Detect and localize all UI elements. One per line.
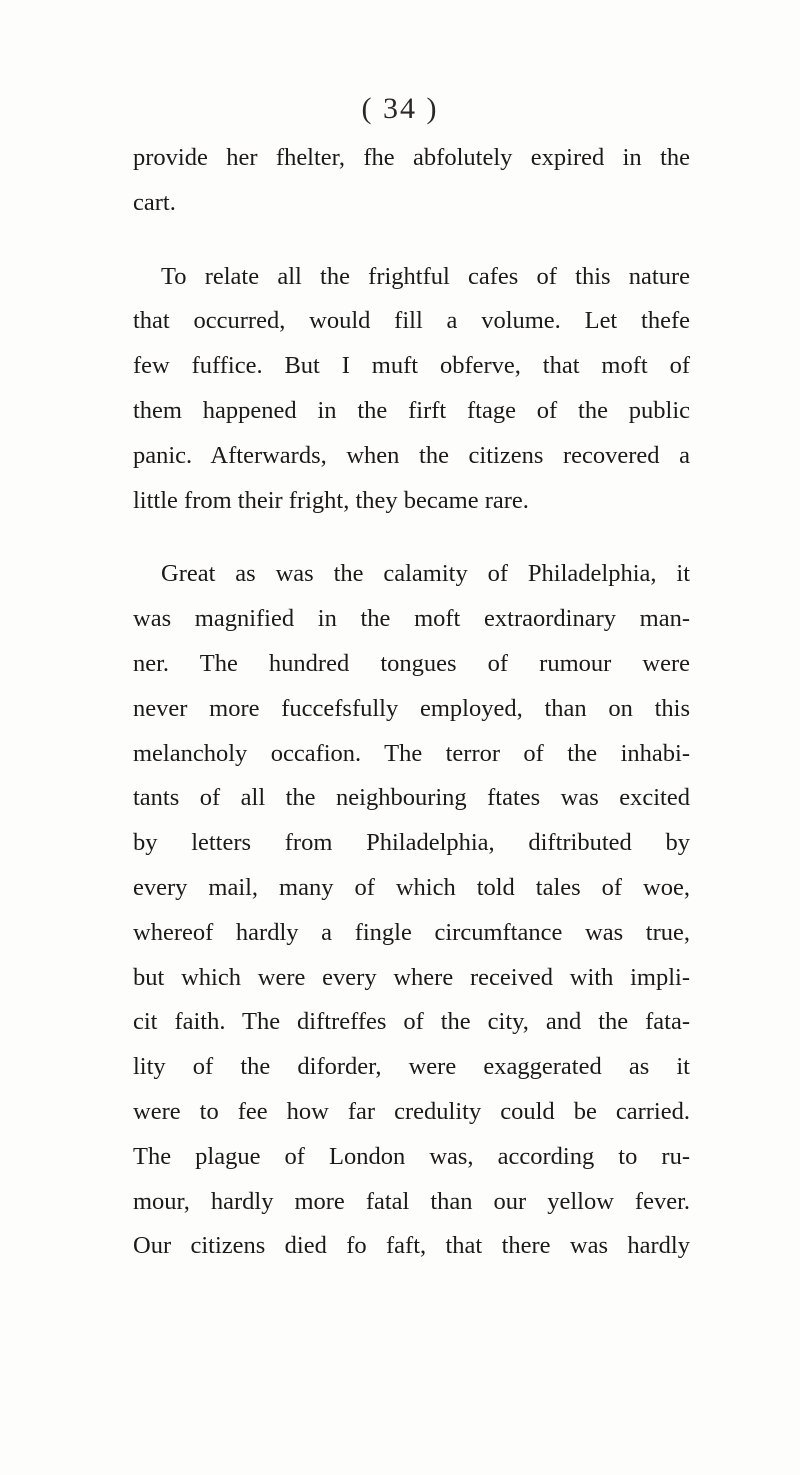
text-line: Our citizens died fo faft, that there was hardly [133,1232,690,1260]
text-line: but which were every where received with impli- [133,963,690,991]
paragraph-2 [133,255,690,524]
text-line: cart. [133,188,176,216]
paragraph-gap [133,523,690,552]
text-line: by letters from Philadelphia, diftributed by [133,829,690,857]
text-line: few fuffice. But I muft obferve, that moft of [133,352,690,380]
paragraph-1 [133,136,690,226]
text-line: tants of all the neighbouring ftates was excited [133,784,690,812]
text-line: Great as was the calamity of Philadelphia, it [161,560,690,588]
text-line: that occurred, would fill a volume. Let thefe [133,307,690,335]
text-line: lity of the diforder, were exaggerated as it [133,1053,690,1081]
text-line: To relate all the frightful cafes of this nature [161,262,690,290]
paragraph-3 [133,552,690,1269]
text-line: ner. The hundred tongues of rumour were [133,649,690,677]
page-number: ( 34 ) [361,92,439,125]
text-line: whereof hardly a fingle circumftance was true, [133,918,690,946]
text-line: little from their fright, they became rare. [133,486,529,514]
text-line: was magnified in the moft extraordinary man- [133,605,690,633]
text-line: mour, hardly more fatal than our yellow fever. [133,1187,690,1215]
text-line: them happened in the firft ftage of the public [133,396,690,424]
text-line: The plague of London was, according to ru- [133,1142,690,1170]
body-text [133,136,690,1269]
text-line: melancholy occafion. The terror of the inhabi- [133,739,690,767]
paragraph-gap [133,226,690,255]
text-line: were to fee how far credulity could be carried. [133,1097,690,1125]
text-line: every mail, many of which told tales of woe, [133,873,690,901]
text-line: provide her fhelter, fhe abfolutely expired in the [133,144,690,171]
text-line: never more fuccefsfully employed, than on this [133,694,690,722]
text-line: panic. Afterwards, when the citizens recovered a [133,441,690,469]
text-line: cit faith. The diftreffes of the city, and the fata- [133,1008,690,1036]
